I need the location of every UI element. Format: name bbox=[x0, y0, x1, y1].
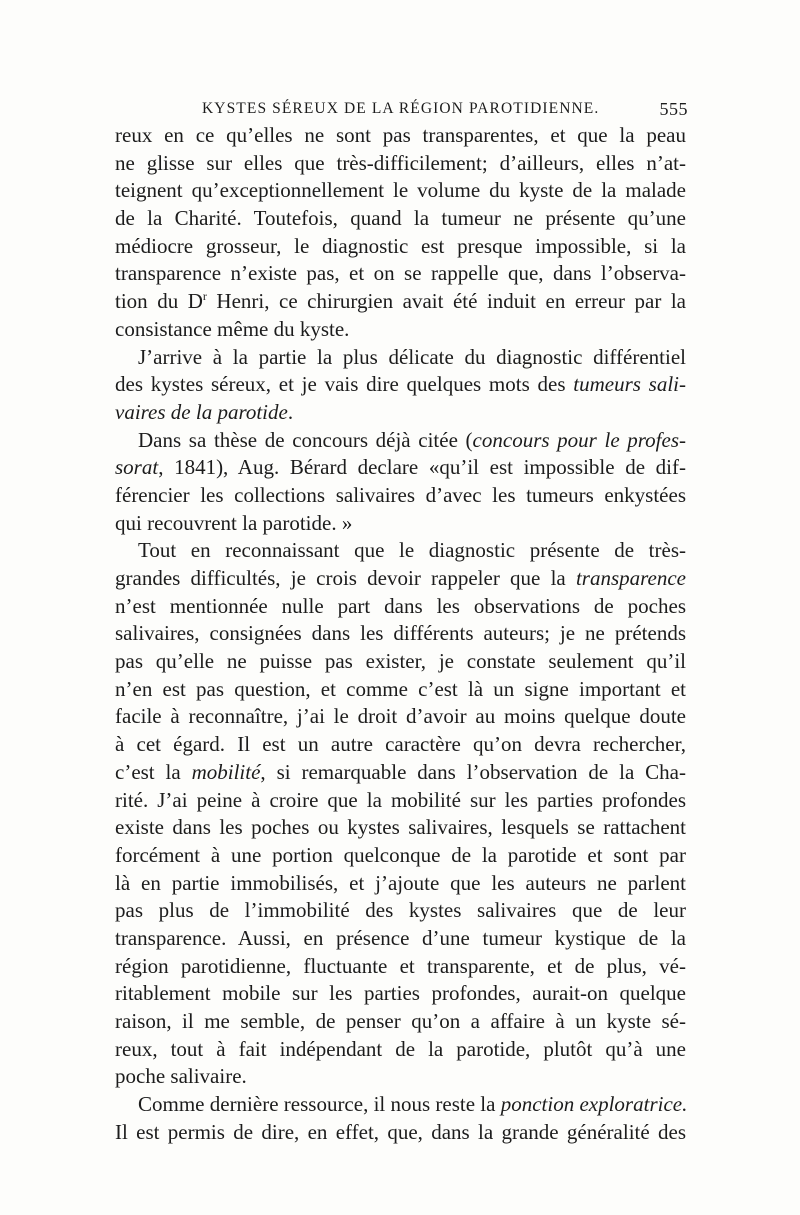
superscript: r bbox=[202, 289, 207, 304]
text-line: reux, tout à fait indépendant de la parotide, plutôt qu’à une bbox=[115, 1036, 686, 1061]
italic-phrase: mobilité bbox=[191, 759, 261, 784]
text-line: à cet égard. Il est un autre caractère qu’on devra rechercher, bbox=[115, 732, 686, 757]
text-line: tion du $D^r$ Henri, ce chirurgien avait été induit en erreur par la bbox=[115, 289, 686, 314]
paragraph-start-line: Comme dernière ressource, il nous reste la ponction exploratrice. bbox=[138, 1092, 688, 1117]
text-line: poche salivaire. bbox=[115, 1064, 247, 1089]
page-number: 555 bbox=[659, 99, 688, 119]
text-line: salivaires, consignées dans les différents auteurs; je ne prétends bbox=[115, 621, 686, 646]
text-line: de la Charité. Toutefois, quand la tumeur ne présente qu’une bbox=[115, 206, 686, 231]
text-line: pas plus de l’immobilité des kystes salivaires que de leur bbox=[115, 898, 686, 923]
text-line: région parotidienne, fluctuante et transparente, et de plus, vé- bbox=[115, 953, 686, 978]
text-line: férencier les collections salivaires d’avec les tumeurs enkystées bbox=[115, 482, 686, 507]
text-line: pas qu’elle ne puisse pas exister, je constate seulement qu’il bbox=[115, 649, 686, 674]
text-line: consistance même du kyste. bbox=[115, 316, 350, 341]
paragraph-start-line: Dans sa thèse de concours déjà citée (concours pour le profes- bbox=[138, 427, 687, 452]
paragraph-start-line: J’arrive à la partie la plus délicate du diagnostic différentiel bbox=[138, 344, 686, 369]
text-line: vaires de la parotide. bbox=[115, 399, 294, 424]
italic-phrase: ponction exploratrice. bbox=[500, 1092, 688, 1117]
italic-phrase: sorat bbox=[115, 455, 159, 480]
text-line: facile à reconnaître, j’ai le droit d’avoir au moins quelque doute bbox=[115, 704, 686, 729]
page-header bbox=[202, 100, 688, 124]
text-line: ne glisse sur elles que très-difficilement; d’ailleurs, elles n’at- bbox=[115, 150, 686, 175]
text-line: c’est la mobilité, si remarquable dans l’observation de la Cha- bbox=[115, 759, 686, 784]
text-line: sorat, 1841), Aug. Bérard declare «qu’il est impossible de dif- bbox=[115, 455, 686, 480]
text-line: teignent qu’exceptionnellement le volume du kyste de la malade bbox=[115, 178, 686, 203]
italic-phrase: vaires de la parotide bbox=[115, 399, 288, 424]
text-line: Il est permis de dire, en effet, que, dans la grande généralité des bbox=[115, 1119, 686, 1144]
italic-phrase: concours pour le profes- bbox=[472, 427, 687, 452]
text-line: raison, il me semble, de penser qu’on a affaire à un kyste sé- bbox=[115, 1009, 686, 1033]
text-line: reux en ce qu’elles ne sont pas transparentes, et que la peau bbox=[115, 123, 686, 147]
text-line: forcément à une portion quelconque de la parotide et sont par bbox=[115, 842, 686, 867]
text-line: existe dans les poches ou kystes salivaires, lesquels se rattachent bbox=[115, 815, 686, 840]
text-line: là en partie immobilisés, et j’ajoute que les auteurs ne parlent bbox=[115, 870, 686, 895]
running-title: KYSTES SÉREUX DE LA RÉGION PAROTIDIENNE. bbox=[202, 100, 600, 117]
italic-phrase: tumeurs sali- bbox=[573, 372, 686, 397]
text-line: rité. J’ai peine à croire que la mobilité sur les parties profondes bbox=[115, 787, 686, 812]
text-line: ritablement mobile sur les parties profondes, aurait-on quelque bbox=[115, 981, 686, 1006]
text-line: transparence n’existe pas, et on se rappelle que, dans l’observa- bbox=[115, 261, 686, 286]
text-line: grandes difficultés, je crois devoir rappeler que la transparence bbox=[115, 566, 686, 590]
text-line: n’en est pas question, et comme c’est là un signe important et bbox=[115, 676, 686, 701]
body-text bbox=[115, 122, 686, 1146]
paragraph-start-line: Tout en reconnaissant que le diagnostic présente de très- bbox=[138, 538, 686, 563]
text-line: transparence. Aussi, en présence d’une tumeur kystique de la bbox=[115, 925, 686, 950]
text-line: qui recouvrent la parotide. » bbox=[115, 510, 353, 535]
text-line: médiocre grosseur, le diagnostic est presque impossible, si la bbox=[115, 233, 686, 258]
text-line: des kystes séreux, et je vais dire quelques mots des tumeurs sali- bbox=[115, 372, 686, 397]
text-line: n’est mentionnée nulle part dans les observations de poches bbox=[115, 593, 686, 618]
italic-phrase: transparence bbox=[575, 566, 686, 590]
